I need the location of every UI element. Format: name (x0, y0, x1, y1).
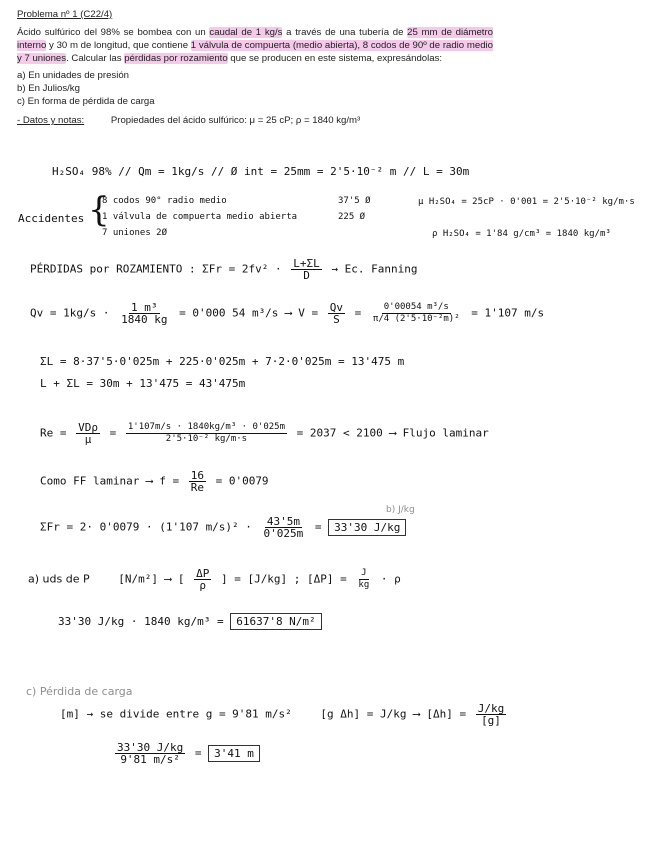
part-b: b) En Julios/kg (17, 83, 80, 94)
v-num-1: Qv (329, 301, 344, 314)
a-units: [N/m²] ⟶ [ (118, 572, 185, 586)
highlighted-text: caudal de 1 kg/s (209, 27, 283, 38)
result-a-box: 61637'8 N/m² (230, 613, 321, 630)
re-num-1: VDρ (78, 421, 98, 434)
acid-properties: Propiedades del ácido sulfúrico: μ = 25 cP; ρ = 1840 kg/m³ (110, 115, 361, 126)
highlighted-text: pérdidas por rozamiento (124, 53, 228, 64)
v-den-2: π/4 (2'5·10⁻²m)² (372, 314, 460, 324)
c-line-mid: [g Δh] = J/kg ⟶ [Δh] = (320, 707, 467, 721)
a-den-2: kg (358, 580, 370, 590)
re-fraction-2 (126, 422, 287, 445)
f-num: 16 (190, 469, 204, 482)
problem-statement-block (17, 8, 493, 127)
accidentes-label: Accidentes (18, 212, 85, 225)
f-result: = 0'0079 (215, 474, 269, 488)
l-total-line: L + ΣL = 30m + 13'475 = 43'475m (40, 377, 246, 390)
statement-text: a través de una tubería de (282, 27, 408, 38)
qv-num: 1 m³ (131, 301, 158, 314)
perdidas-line (30, 258, 418, 281)
sf-left: ΣFr = 2· 0'0079 · (1'107 m/s)² · (40, 520, 252, 534)
problem-statement (17, 26, 493, 65)
result-c-box: 3'41 m (208, 745, 260, 762)
notes-label: - Datos y notas: (17, 115, 85, 126)
re-fraction-1 (76, 422, 100, 445)
statement-text: Ácido sulfúrico del 98% se bombea con un (17, 27, 210, 38)
reynolds-line: Re = $\frac{\text{VDρ}}{\mu}$ = $\frac{\text{1'107m/s · 1840kg/m³ · 0'025m}}{\text{2'5·10⁻² kg/m·s}}$ = 2037 < 2100 ⟶ Flujo laminar (40, 421, 489, 446)
qv-line (30, 302, 544, 325)
v-num-2: 0'00054 m³/s (383, 302, 449, 312)
c-calc-num: 33'30 J/kg (117, 741, 184, 754)
a-num-2: J (361, 568, 367, 578)
v-den-1: S (333, 313, 340, 326)
parts-list (17, 69, 493, 108)
statement-text: . Calcular las (66, 53, 125, 64)
part-a-label: a) uds de P (28, 572, 90, 586)
c-line (60, 703, 509, 726)
part-a-line (28, 568, 401, 591)
highlighted-text: 25 mm de diámetro interno (17, 27, 493, 51)
mu-note: μ H₂SO₄ = 25cP · 0'001 = 2'5·10⁻² kg/m·s (418, 197, 635, 207)
part-a: a) En unidades de presión (17, 70, 130, 81)
acc-value-valvula: 225 Ø (338, 212, 366, 222)
perdidas-num: L+ΣL (293, 257, 320, 270)
statement-text: y 30 m de longitud, que contiene (46, 40, 191, 51)
acc-value-codos: 37'5 Ø (338, 196, 371, 206)
qv-den: 1840 kg (121, 313, 168, 326)
v-fraction-2 (371, 302, 462, 325)
accidentes-brace: { (88, 190, 110, 230)
c-den: [g] (481, 714, 501, 727)
a-num: ΔP (196, 567, 210, 580)
perdidas-left: PÉRDIDAS por ROZAMIENTO : ΣFr = 2fv² · (30, 262, 282, 276)
v-result: = 1'107 m/s (471, 306, 545, 320)
sf-fraction (262, 516, 306, 539)
sf-den: 0'025m (263, 527, 304, 540)
a-rest: ] = [J/kg] ; [ΔP] = (220, 572, 347, 586)
f-left: Como FF laminar ⟶ f = (40, 474, 180, 488)
part-c: c) En forma de pérdida de carga (17, 96, 155, 107)
c-calc-den: 9'81 m/s² (120, 753, 180, 766)
a-calc: 33'30 J/kg · 1840 kg/m³ = (58, 615, 224, 628)
qv-left: Qv = 1kg/s · (30, 306, 110, 320)
perdidas-den: D (303, 269, 310, 282)
a-calc-line (58, 613, 322, 630)
data-notes (17, 114, 493, 127)
rho-note: ρ H₂SO₄ = 1'84 g/cm³ = 1840 kg/m³ (432, 229, 611, 239)
part-b-label: b) J/kg (386, 505, 415, 515)
a-fraction-2 (356, 568, 371, 591)
sf-eq: = (314, 520, 322, 534)
sum-l-line: ΣL = 8·37'5·0'025m + 225·0'025m + 7·2·0'025m = 13'475 m (40, 355, 405, 368)
f-den: Re (190, 481, 204, 494)
re-den-2: 2'5·10⁻² kg/m·s (165, 434, 248, 444)
re-left: Re = (40, 426, 67, 440)
acc-item-valvula: 1 válvula de compuerta medio abierta (102, 212, 298, 222)
part-c-label: c) Pérdida de carga (26, 685, 133, 698)
problem-title: Problema nº 1 (C22/4) (17, 9, 113, 20)
a-den: ρ (199, 579, 207, 592)
statement-text: que se producen en este sistema, expresándolas: (227, 53, 443, 64)
friction-factor-line (40, 470, 269, 493)
qv-mid: = 0'000 54 m³/s ⟶ V = (179, 306, 319, 320)
re-result: = 2037 < 2100 ⟶ Flujo laminar (296, 426, 489, 440)
perdidas-fraction (291, 258, 322, 281)
c-calc-fraction (115, 742, 185, 765)
a-tail: · ρ (380, 572, 401, 586)
given-data-line: H₂SO₄ 98% // Qm = 1kg/s // Ø int = 25mm = 2'5·10⁻² m // L = 30m (52, 165, 470, 178)
c-fraction (476, 703, 507, 726)
sum-fr-line (40, 516, 406, 539)
c-num: J/kg (477, 702, 505, 715)
f-fraction (189, 470, 206, 493)
acc-item-uniones: 7 uniones 2Ø (102, 228, 168, 238)
c-line-left: [m] → se divide entre g = 9'81 m/s² (60, 707, 292, 721)
a-fraction (194, 568, 211, 591)
highlighted-text: 1 válvula de compuerta (medio abierta), 8 codos de 90º de radio medio y 7 uniones (17, 40, 493, 64)
acc-item-codos: 8 codos 90° radio medio (102, 196, 227, 206)
re-num-2: 1'107m/s · 1840kg/m³ · 0'025m (127, 422, 286, 432)
result-b-box: 33'30 J/kg (328, 519, 406, 536)
v-fraction-1 (328, 302, 345, 325)
sf-num: 43'5m (266, 515, 300, 528)
c-calc-line (112, 742, 260, 765)
re-den-1: μ (84, 433, 92, 446)
c-eq: = (194, 746, 202, 760)
v-eq: = (354, 306, 362, 320)
qv-fraction (119, 302, 169, 325)
perdidas-right: → Ec. Fanning (331, 262, 418, 276)
